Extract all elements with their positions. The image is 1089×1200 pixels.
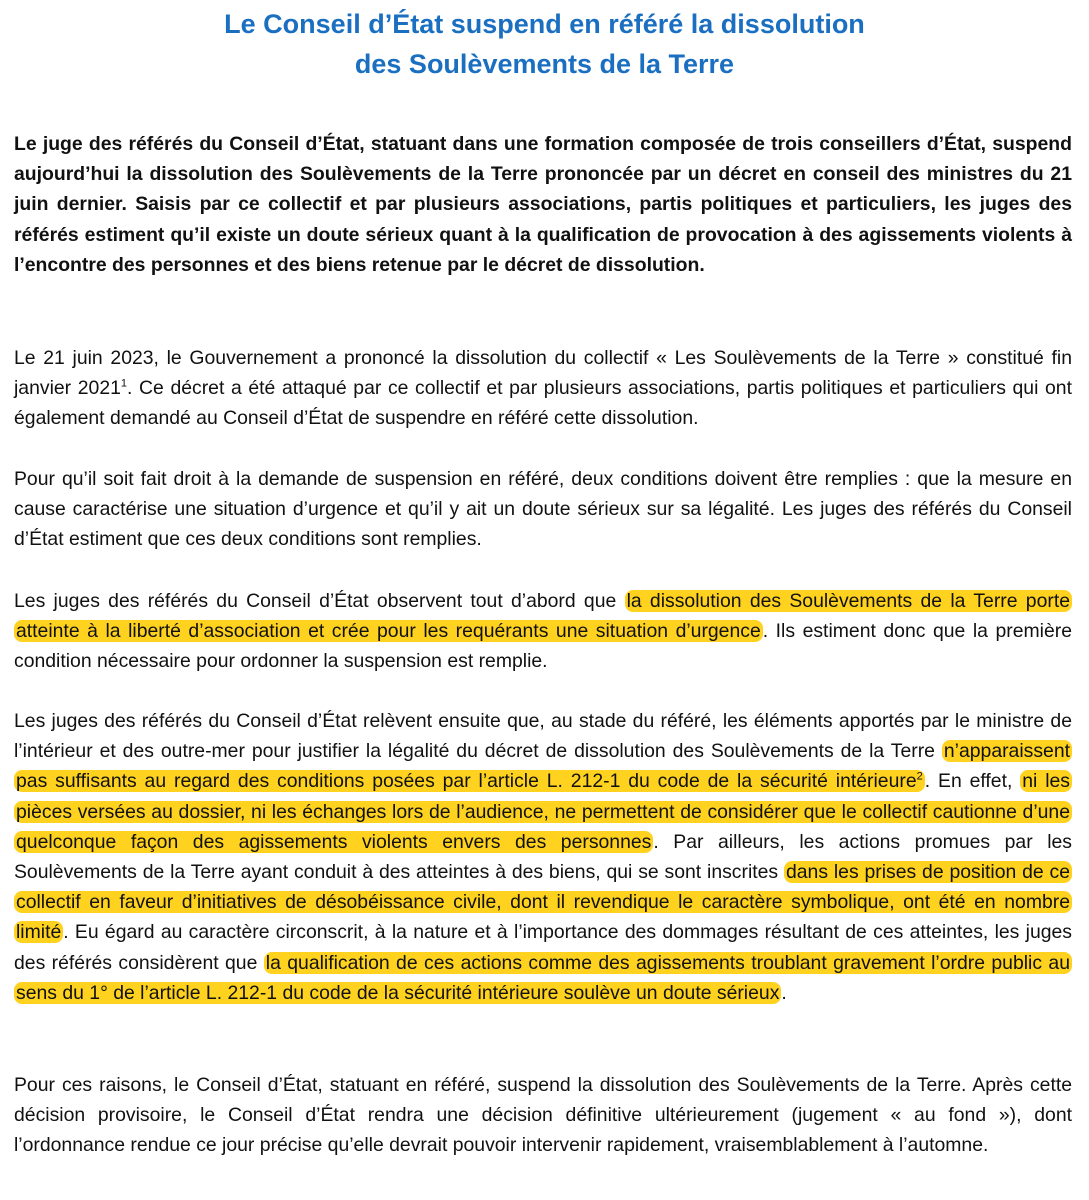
paragraph-5-text: Pour ces raisons, le Conseil d’État, statuant en référé, suspend la dissolution des Soulèvements de la Terre. Après cette décision provisoire, le Conseil d’État rendra une décision définitive ultérieurement (jugement « au fond »), dont l’ordonnance rendue ce jour précise qu’elle devrait pouvoir intervenir rapidement, vraisemblablement à l’automne. bbox=[14, 1074, 1072, 1157]
paragraph-4-text-b: . En effet, bbox=[924, 770, 1021, 793]
highlight-limited-actions: dans les prises de position de ce collectif en faveur d’initiatives de désobéissance civile, dont il revendique le caractère symbolique, ont été en nombre limité bbox=[16, 861, 1070, 944]
title-line-1: Le Conseil d’État suspend en référé la dissolution bbox=[224, 9, 865, 39]
highlight-insufficient-evidence-text: n’apparaissent pas suffisants au regard des conditions posées par l’article L. 212-1 du code de la sécurité intérieure bbox=[16, 740, 1070, 793]
paragraph-3 bbox=[14, 586, 1072, 677]
paragraph-4-text-d: . Eu égard au caractère circonscrit, à la nature et à l’importance des dommages résultant de ces atteintes, les juges des référés considèrent que bbox=[14, 921, 1072, 974]
paragraph-2-text: Pour qu’il soit fait droit à la demande de suspension en référé, deux conditions doivent être remplies : que la mesure en cause caractérise une situation d’urgence et qu’il y ait un doute sérieux sur sa légalité. Les juges des référés du Conseil d’État estiment que ces deux conditions sont remplies. bbox=[14, 468, 1072, 551]
paragraph-4-text-e: . bbox=[781, 981, 787, 1004]
lead-text: Le juge des référés du Conseil d’État, statuant dans une formation composée de trois conseillers d’État, suspend aujourd’hui la dissolution des Soulèvements de la Terre prononcée par un décret en conseil des ministres du 21 juin dernier. Saisis par ce collectif et par plusieurs associations, partis politiques et particuliers, les juges des référés estiment qu’il existe un doute sérieux quant à la qualification de provocation à des agissements violents à l’encontre des personnes et des biens retenue par le décret de dissolution. bbox=[14, 133, 1072, 276]
paragraph-1-text-a: Le 21 juin 2023, le Gouvernement a prononcé la dissolution du collectif « Les Soulèvements de la Terre » constitué fin janvier 2021 bbox=[14, 347, 1072, 400]
paragraph-3-text-a: Les juges des référés du Conseil d’État observent tout d’abord que bbox=[14, 590, 625, 612]
paragraph-3-text-b: . Ils estiment donc que la première condition nécessaire pour ordonner la suspension est remplie. bbox=[14, 620, 1072, 673]
title-line-2: des Soulèvements de la Terre bbox=[354, 49, 735, 79]
paragraph-4 bbox=[14, 706, 1072, 1008]
paragraph-1-text-b: . Ce décret a été attaqué par ce collectif et par plusieurs associations, partis politiques et particuliers qui ont également demandé au Conseil d’État de suspendre en référé cette dissolution. bbox=[14, 377, 1072, 430]
paragraph-5 bbox=[14, 1070, 1072, 1161]
page-title bbox=[0, 0, 1089, 84]
highlight-no-violence-persons: ni les pièces versées au dossier, ni les échanges lors de l’audience, ne permettent de considérer que le collectif cautionne d’une quelconque façon des agissements violents envers des personnes bbox=[16, 770, 1070, 853]
footnote-ref-2: 2 bbox=[916, 770, 923, 783]
paragraph-4-text-a: Les juges des référés du Conseil d’État relèvent ensuite que, au stade du référé, les éléments apportés par le ministre de l’intérieur et des outre-mer pour justifier la légalité du décret de dissolution des Soulèvements de la Terre bbox=[14, 710, 1072, 763]
footnote-ref-1: 1 bbox=[120, 377, 128, 390]
paragraph-1 bbox=[14, 343, 1072, 434]
lead-paragraph bbox=[14, 129, 1072, 280]
highlight-urgency: la dissolution des Soulèvements de la Terre porte atteinte à la liberté d’association et crée pour les requérants une situation d’urgence bbox=[16, 590, 1070, 643]
paragraph-4-text-c: . Par ailleurs, les actions promues par les Soulèvements de la Terre ayant conduit à des atteintes à des biens, qui se sont inscrites bbox=[14, 830, 1072, 884]
highlight-serious-doubt: la qualification de ces actions comme des agissements troublant gravement l’ordre public au sens du 1° de l’article L. 212-1 du code de la sécurité intérieure soulève un doute sérieux bbox=[16, 951, 1070, 1004]
paragraph-2 bbox=[14, 464, 1072, 555]
